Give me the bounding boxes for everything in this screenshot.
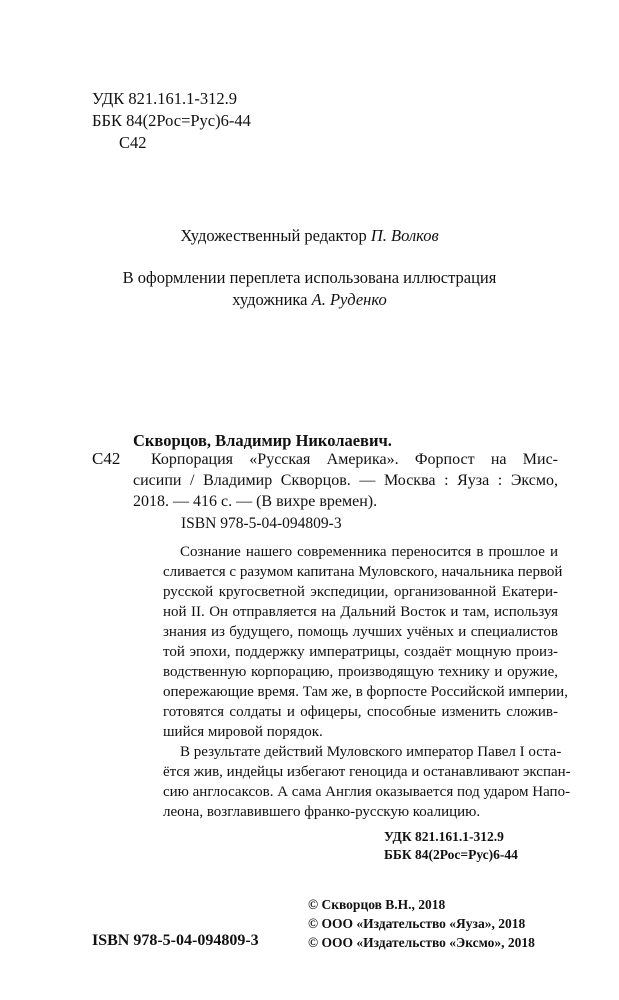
cover-credit-line1: В оформлении переплета использована иллюстрация bbox=[122, 268, 497, 287]
annotation-line: водственную корпорацию, производящую технику и оружие, bbox=[163, 664, 558, 680]
bbk-code: ББК 84(2Рос=Рус)6-44 bbox=[92, 111, 251, 130]
annotation-line: ной II. Он отправляется на Дальний Восток и там, используя bbox=[163, 604, 558, 620]
annotation-line: сию англосаксов. А сама Англия оказывается под ударом Напо- bbox=[163, 784, 571, 800]
annotation-line: ётся жив, индейцы избегают геноцида и останавливают экспан- bbox=[163, 764, 571, 780]
copyright-line: © Скворцов В.Н., 2018 bbox=[308, 897, 446, 912]
annotation-line: той эпохи, поддержку императрицы, создаёт мощную произ- bbox=[163, 644, 558, 660]
copyright-line: © ООО «Издательство «Яуза», 2018 bbox=[308, 916, 526, 931]
catalog-title-line: сисипи / Владимир Скворцов. — Москва : Яуза : Эксмо, bbox=[133, 472, 558, 489]
footer-isbn: ISBN 978-5-04-094809-3 bbox=[92, 932, 259, 949]
cover-credit-line2 bbox=[0, 290, 619, 310]
catalog-author-mark: С42 bbox=[92, 449, 121, 468]
cover-credit-label: художника bbox=[232, 290, 308, 309]
annotation-line: В результате действий Муловского император Павел I оста- bbox=[180, 744, 562, 760]
cover-illustrator: А. Руденко bbox=[311, 290, 387, 309]
udk-code: УДК 821.161.1-312.9 bbox=[92, 89, 238, 108]
footer-udk-code: УДК 821.161.1-312.9 bbox=[384, 829, 504, 844]
catalog-isbn: ISBN 978-5-04-094809-3 bbox=[181, 515, 342, 532]
annotation-line: Сознание нашего современника переносится в прошлое и bbox=[180, 544, 558, 560]
author-mark: С42 bbox=[119, 133, 147, 152]
art-editor-label: Художественный редактор bbox=[180, 226, 367, 245]
annotation-line: сливается с разумом капитана Муловского, начальника первой bbox=[163, 564, 563, 580]
art-editor-name: П. Волков bbox=[370, 226, 439, 245]
annotation-line: русской кругосветной экспедиции, организованной Екатери- bbox=[163, 584, 558, 600]
annotation-line: леона, возглавившего франко-русскую коалицию. bbox=[163, 804, 481, 820]
art-editor-line bbox=[0, 226, 619, 246]
catalog-author: Скворцов, Владимир Николаевич. bbox=[133, 431, 392, 450]
copyright-line: © ООО «Издательство «Эксмо», 2018 bbox=[308, 935, 535, 950]
catalog-title-line: 2018. — 416 с. — (В вихре времен). bbox=[133, 493, 378, 510]
catalog-title-line: Корпорация «Русская Америка». Форпост на Мис- bbox=[151, 451, 558, 468]
annotation-line: готовятся солдаты и офицеры, способные изменить сложив- bbox=[163, 704, 558, 720]
annotation-line: шийся мировой порядок. bbox=[163, 724, 323, 740]
annotation-line: опережающие время. Там же, в форпосте Российской империи, bbox=[163, 684, 568, 700]
footer-bbk-code: ББК 84(2Рос=Рус)6-44 bbox=[384, 847, 518, 862]
annotation-line: знания из будущего, помощь лучших учёных и специалистов bbox=[163, 624, 558, 640]
